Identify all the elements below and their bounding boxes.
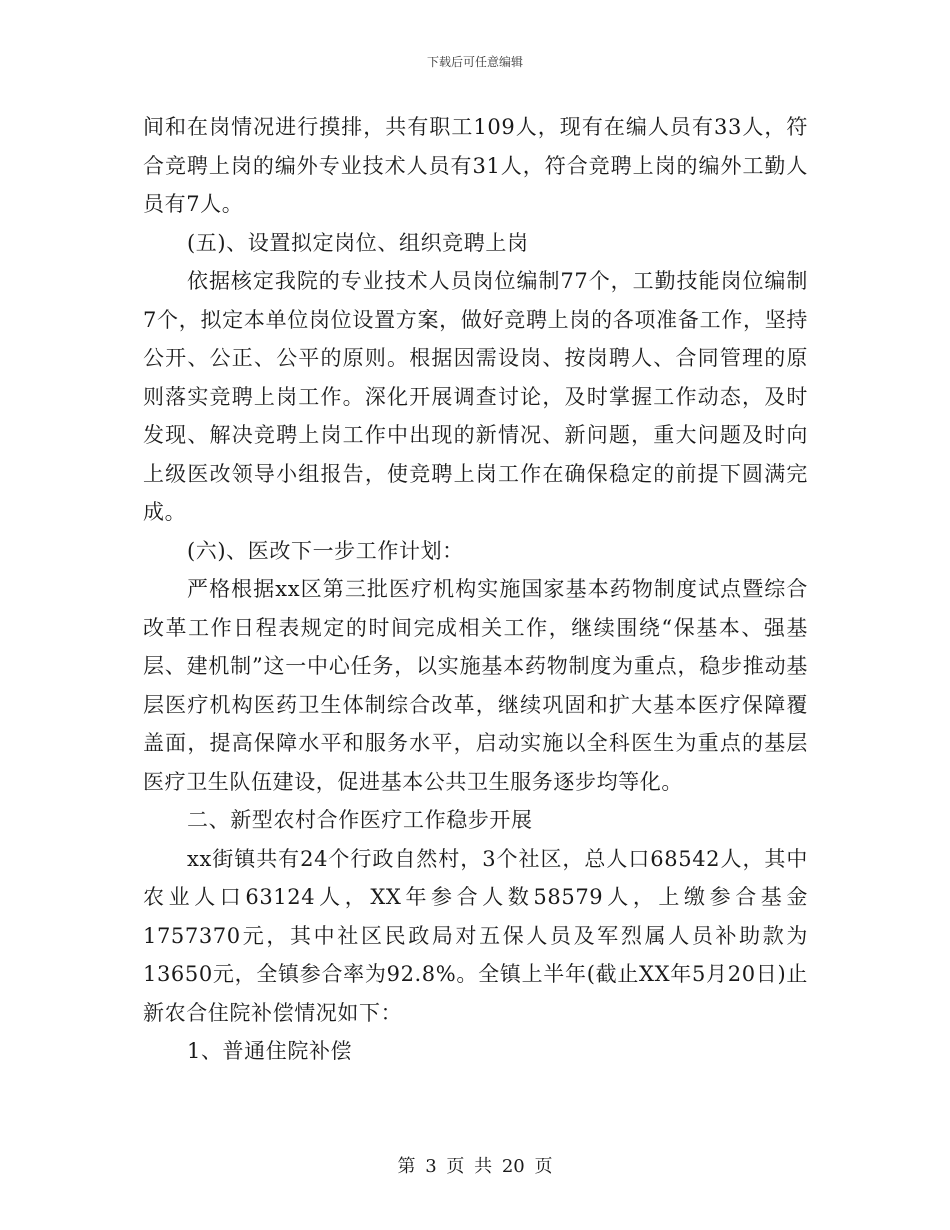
document-body	[143, 108, 808, 1071]
heading-section-six: (六)、医改下一步工作计划：	[187, 538, 464, 563]
page-number-footer: 第 3 页 共 20 页	[397, 1156, 553, 1177]
paragraph-post-setup: 依据核定我院的专业技术人员岗位编制77个，工勤技能岗位编制7个，拟定本单位岗位设置方案，做好竞聘上岗的各项准备工作，坚持公开、公正、公平的原则。根据因需设岗、按岗聘人、合同管理的原则落实竞聘上岗工作。深化开展调查讨论，及时掌握工作动态，及时发现、解决竞聘上岗工作中出现的新情况、新问题，重大问题及时向上级医改领导小组报告，使竞聘上岗工作在确保稳定的前提下圆满完成。	[143, 269, 808, 524]
page-header-note: 下载后可任意编辑	[426, 55, 523, 69]
paragraph-rural-coop: xx街镇共有24个行政自然村，3个社区，总人口68542人，其中农业人口63124人，XX年参合人数58579人，上缴参合基金1757370元，其中社区民政局对五保人员及军烈属人员补助款为13650元，全镇参合率为92.8%。全镇上半年(截止XX年5月20日)止新农合住院补偿情况如下：	[143, 846, 808, 1025]
heading-section-two: 二、新型农村合作医疗工作稳步开展	[187, 808, 533, 832]
heading-inpatient-compensation: 1、普通住院补偿	[187, 1039, 353, 1063]
paragraph-staff-survey: 间和在岗情况进行摸排，共有职工109人，现有在编人员有33人，符合竞聘上岗的编外专业技术人员有31人，符合竞聘上岗的编外工勤人员有7人。	[143, 115, 808, 216]
heading-section-five: (五)、设置拟定岗位、组织竞聘上岗	[187, 230, 529, 255]
paragraph-next-plan: 严格根据xx区第三批医疗机构实施国家基本药物制度试点暨综合改革工作日程表规定的时间完成相关工作，继续围绕“保基本、强基层、建机制”这一中心任务，以实施基本药物制度为重点，稳步推动基层医疗机构医药卫生体制综合改革，继续巩固和扩大基本医疗保障覆盖面，提高保障水平和服务水平，启动实施以全科医生为重点的基层医疗卫生队伍建设，促进基本公共卫生服务逐步均等化。	[143, 577, 808, 794]
